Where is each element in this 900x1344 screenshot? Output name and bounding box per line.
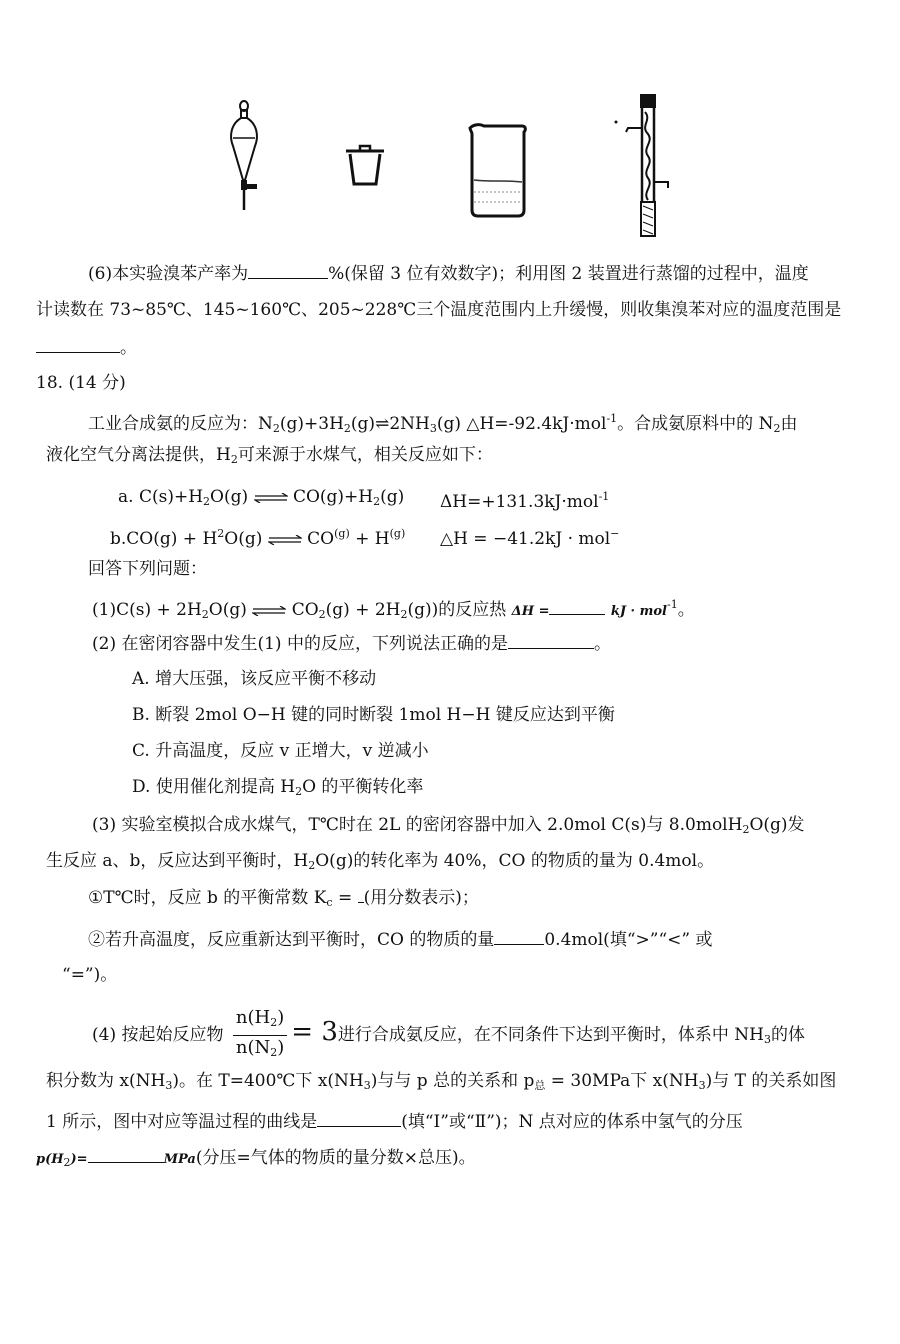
t: (g)⇌2NH — [350, 414, 430, 434]
q18-part3-sub2 — [88, 928, 712, 951]
t: D. 使用催化剂提高 H — [132, 777, 296, 797]
t: ) — [277, 1007, 285, 1028]
t: 2 — [203, 495, 211, 508]
q18-heading: 18. (14 分) — [36, 373, 126, 393]
t: C(s)+H — [138, 487, 204, 507]
t: (填“Ⅰ”或“Ⅱ”)；N 点对应的体系中氢气的分压 — [401, 1112, 743, 1132]
t: CO — [307, 529, 335, 549]
answer-blank-dh[interactable] — [549, 598, 605, 615]
q18-intro-line2 — [46, 444, 493, 471]
t: p(H — [36, 1152, 64, 1167]
t: kJ · mol — [610, 604, 667, 619]
answer-blank-curve[interactable] — [317, 1110, 401, 1127]
t: (g) — [389, 527, 406, 540]
t: 由 — [780, 414, 798, 434]
answer-blank-yield[interactable] — [248, 262, 328, 279]
t: = 30MPa下 x(NH — [545, 1071, 699, 1091]
answer-prompt: 回答下列问题： — [88, 559, 207, 579]
t: (g) + 2H — [325, 600, 401, 620]
t: 积分数为 x(NH — [46, 1071, 166, 1091]
t: (用分数表示)； — [363, 888, 479, 908]
t: 3 — [165, 1079, 173, 1092]
t: △H = −41.2kJ · mol — [440, 529, 611, 549]
answer-blank-part2[interactable] — [508, 632, 594, 649]
reaction-b-dh — [440, 523, 619, 550]
t: 进行合成氨反应，在不同条件下达到平衡时，体系中 NH — [337, 1025, 764, 1045]
t: 2 — [343, 422, 351, 435]
t: 。 — [677, 600, 695, 620]
t: CO(g)+H — [292, 487, 374, 507]
t: 3 — [363, 1079, 371, 1092]
option-c: C. 升高温度，反应 v 正增大，v 逆减小 — [132, 741, 429, 761]
q17-part6-line3 — [36, 336, 137, 359]
t: 2 — [773, 422, 781, 435]
t: (g) — [334, 527, 350, 540]
crucible-illustration — [342, 142, 388, 188]
t: (g))的反应热 — [407, 600, 507, 620]
t: O(g)发 — [749, 815, 805, 835]
t: (分压=气体的物质的量分数×总压)。 — [195, 1148, 476, 1168]
t: 2 — [272, 422, 280, 435]
option-a: A. 增大压强，该反应平衡不移动 — [132, 669, 377, 689]
t: 2 — [742, 823, 750, 836]
q18-part3-sub2-line2: “=”)。 — [62, 965, 118, 985]
t: -1 — [666, 598, 678, 611]
beaker-illustration — [466, 122, 530, 218]
t: ΔH=+131.3kJ·mol — [440, 492, 599, 512]
t: (3) 实验室模拟合成水煤气，T℃时在 2L 的密闭容器中加入 2.0mol C(s)与 8.0molH — [92, 815, 743, 835]
q18-part4-line3 — [46, 1110, 743, 1133]
t: O(g) — [208, 600, 247, 620]
t: MPa — [163, 1152, 196, 1167]
q17-part6-line1 — [88, 262, 809, 285]
fraction-denominator — [233, 1036, 287, 1065]
punct: 。 — [120, 338, 137, 358]
t: (2) 在密闭容器中发生(1) 中的反应，下列说法正确的是 — [92, 634, 508, 654]
t: 1 所示，图中对应等温过程的曲线是 — [46, 1112, 318, 1132]
q18-part2 — [92, 632, 611, 655]
t: 2 — [230, 453, 238, 466]
t: = — [332, 888, 358, 908]
t: 生反应 a、b，反应达到平衡时，H — [46, 851, 309, 871]
t: ) — [277, 1037, 285, 1058]
separatory-funnel-illustration — [225, 100, 265, 212]
t: a. — [118, 487, 134, 507]
t: ②若升高温度，反应重新达到平衡时，CO 的物质的量 — [88, 930, 495, 950]
t: 的体 — [771, 1025, 805, 1045]
q18-part3-line1 — [92, 814, 805, 841]
t: ΔH = — [511, 604, 550, 619]
q17-part6-line2: 计读数在 73~85℃、145~160℃、205~228℃三个温度范围内上升缓慢，则收集溴苯对应的温度范围是 — [36, 300, 842, 320]
answer-blank-co-amount[interactable] — [494, 928, 544, 945]
equilibrium-arrow-icon — [254, 493, 288, 503]
t: n(H — [235, 1007, 271, 1028]
t: 2 — [270, 1016, 278, 1029]
t: 。合成氨原料中的 N — [617, 414, 774, 434]
q18-part4-line4 — [36, 1146, 476, 1174]
q18-part3-sub1 — [88, 886, 479, 914]
t: (1)C(s) + 2H — [92, 600, 202, 620]
t: (g) — [380, 487, 405, 507]
answer-blank-partial-pressure[interactable] — [88, 1146, 164, 1163]
option-d — [132, 776, 423, 803]
t: O 的平衡转化率 — [302, 777, 424, 797]
t: )与与 p 总的关系和 p — [370, 1071, 535, 1091]
t: -1 — [598, 490, 610, 503]
t: 可来源于水煤气，相关反应如下： — [237, 445, 493, 465]
q18-part4-line1 — [92, 1004, 805, 1068]
q18-part4-line2 — [46, 1070, 836, 1097]
t: (4) 按起始反应物 — [92, 1025, 224, 1045]
t: 液化空气分离法提供，H — [46, 445, 231, 465]
t: 2 — [201, 608, 209, 621]
equilibrium-arrow-icon — [252, 606, 286, 616]
t: 2 — [217, 527, 225, 540]
t: n(N — [235, 1037, 271, 1058]
reaction-a — [118, 486, 404, 513]
t: = 3 — [291, 1017, 338, 1047]
t: 2 — [400, 608, 408, 621]
t: 2 — [318, 608, 326, 621]
t: b. — [110, 529, 127, 549]
t: -1 — [606, 412, 618, 425]
t: )与 T 的关系如图 — [705, 1071, 837, 1091]
t: + H — [349, 529, 390, 549]
t: 2 — [270, 1046, 278, 1059]
q18-part3-line2 — [46, 850, 714, 877]
t: 2 — [63, 1156, 71, 1169]
q17-part6-text-a: (6)本实验溴苯产率为 — [88, 264, 249, 284]
q17-part6-text-b: %(保留 3 位有效数字)；利用图 2 装置进行蒸馏的过程中，温度 — [328, 264, 809, 284]
equilibrium-arrow-icon — [268, 535, 302, 545]
t: CO — [291, 600, 319, 620]
condenser-illustration — [612, 92, 676, 242]
t: 2 — [373, 495, 381, 508]
t: 3 — [764, 1033, 771, 1046]
t: 工业合成氨的反应为：N — [88, 414, 273, 434]
q18-intro-line1 — [88, 408, 797, 440]
t: 0.4mol(填“>”“<” 或 — [544, 930, 713, 950]
t: 3 — [698, 1079, 706, 1092]
t: − — [610, 527, 620, 540]
t: 3 — [429, 422, 437, 435]
t: CO(g) + H — [126, 529, 218, 549]
t: c — [326, 896, 333, 909]
t: O(g) — [224, 529, 263, 549]
t: O(g)的转化率为 40%，CO 的物质的量为 0.4mol。 — [315, 851, 715, 871]
option-b: B. 断裂 2mol O−H 键的同时断裂 1mol H−H 键反应达到平衡 — [132, 705, 615, 725]
reaction-b — [110, 523, 405, 550]
ratio-fraction — [233, 1006, 287, 1065]
t: 2 — [295, 785, 303, 798]
t: (g) △H=-92.4kJ·mol — [436, 414, 607, 434]
t: )= — [70, 1152, 88, 1167]
t: O(g) — [210, 487, 249, 507]
answer-blank-temp-range[interactable] — [36, 336, 120, 353]
t: 。 — [593, 634, 611, 654]
fraction-numerator — [233, 1006, 287, 1036]
t: 2 — [308, 859, 316, 872]
t: ①T℃时，反应 b 的平衡常数 K — [88, 888, 327, 908]
q18-part1 — [92, 594, 695, 626]
t: (g)+3H — [279, 414, 344, 434]
t: 总 — [534, 1079, 546, 1092]
reaction-a-dh — [440, 486, 609, 513]
t: )。在 T=400℃下 x(NH — [172, 1071, 364, 1091]
